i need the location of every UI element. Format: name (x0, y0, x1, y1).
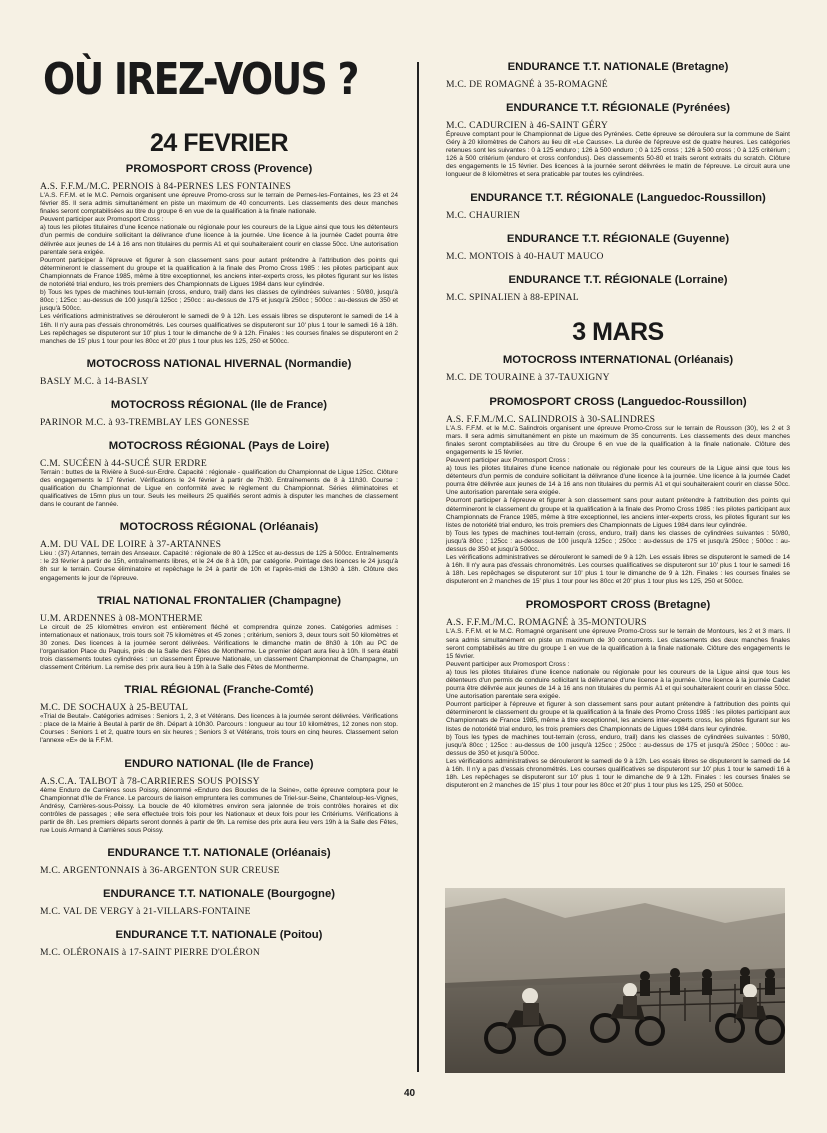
event-heading: ENDURANCE T.T. RÉGIONALE (Lorraine) (508, 273, 728, 286)
club-name: M.C. SPINALIEN à 88-EPINAL (446, 291, 579, 303)
event-heading: ENDURANCE T.T. NATIONALE (Bourgogne) (103, 888, 335, 901)
description-paragraph: Peuvent participer aux Promosport Cross : (446, 456, 570, 464)
club-name: A.S. F.F.M./M.C. PERNOIS à 84-PERNES LES FONTAINES (40, 181, 292, 192)
right-sections-top (446, 60, 790, 303)
event-section (446, 353, 790, 383)
description-paragraph: Terrain : buttes de la Rivière à Sucé-sur-Erdre. Capacité : régionale - qualification du Championnat de Ligue 125cc. Clôture des engagements le 17 février. Vérifications le 24 février à partir de 7h30. Entraînements de 8 à 11h30. Course : qualification du Championnat de Ligue en conformité avec le règlement du Championnat. Séries éliminatoires et qualificatives de 15mn plus un tour. Seuls les meilleurs 25 qualifiés seront admis à disputer les manches de classement dans le courant de l'année. (40, 468, 398, 509)
event-heading: TRIAL NATIONAL FRONTALIER (Champagne) (97, 594, 341, 607)
club-name: A.M. DU VAL DE LOIRE à 37-ARTANNES (40, 539, 222, 551)
event-section (40, 928, 398, 958)
event-description (40, 550, 398, 582)
event-description (40, 624, 398, 673)
club-name: M.C. DE SOCHAUX à 25-BEUTAL (40, 702, 188, 714)
club-name: BASLY M.C. à 14-BASLY (40, 375, 149, 387)
description-paragraph: 4ème Enduro de Carrières sous Poissy, dénommé «Enduro des Boucles de la Seine», cette épreuve comptera pour le Championnat d'Ile de France. Le parcours de liaison empruntera les communes de Triel-sur-Seine, Chanteloup-les-Vignes, Andrésy, Carrières-sous-Poissy. La boucle de 40 kilomètres environ sera jalonnée de trois contrôles horaires et dix contrôles de passages ; elle sera effectuée trois fois pour les Nationaux et deux fois pour les Critériums. Vérifications à partir de 8h. Les premiers départs seront donnés à partir de 9h. La remise des prix aura lieu vers 19h à la Salle des Fêtes, rue Louis Armand à Carrières sous Poissy. (40, 786, 398, 835)
event-heading: MOTOCROSS RÉGIONAL (Ile de France) (110, 398, 328, 411)
motocross-photo (445, 888, 785, 1073)
event-description (40, 469, 398, 509)
event-section (446, 60, 790, 90)
club-name: PARINOR M.C. à 93-TREMBLAY LES GONESSE (40, 416, 250, 428)
club-name: M.C. DE TOURAINE à 37-TAUXIGNY (446, 371, 610, 383)
event-description (446, 628, 790, 790)
description-paragraph: a) tous les pilotes titulaires d'une licence nationale ou régionale pour les coureurs de la Ligue ainsi que tous les détenteurs d'un permis de conduire sollicitant la délivrance d'une licence à la journée. Une licence à la journée Cadet pourra être délivrée aux jeunes de 14 à 16 ans non titulaires du permis A1 et qui souhaiteraient courir en classe 50cc. Une autorisation parentale sera exigée. (446, 465, 790, 497)
event-section (40, 887, 398, 917)
description-paragraph: Peuvent participer aux Promosport Cross : (446, 660, 570, 668)
club-name: M.C. CADURCIEN à 46-SAINT GÉRY (446, 120, 608, 131)
event-description (446, 131, 790, 180)
club-name: A.S.C.A. TALBOT à 78-CARRIERES SOUS POISSY (40, 775, 260, 787)
club-name: M.C. MONTOIS à 40-HAUT MAUCO (446, 250, 604, 262)
event-heading: MOTOCROSS INTERNATIONAL (Orléanais) (502, 353, 734, 366)
event-heading: ENDURANCE T.T. NATIONALE (Poitou) (115, 929, 323, 942)
event-section (446, 273, 790, 303)
description-paragraph: «Trial de Beutal». Catégories admises : Seniors 1, 2, 3 et Vétérans. Des licences à la journée seront délivrées. Vérifications : place de la Mairie à Beutal à partir de 8h. Départ à 10h30. Parcours : longueur au tour 10 kilomètres, 12 zones non stop. Courses : Seniors 1 et 2, quatre tours en six heures ; Seniors 3 et Vétérans, trois tours en cinq heures. Classement selon l'annexe «E» de la F.F.M. (40, 713, 398, 745)
description-paragraph: L'A.S. F.F.M. et le M.C. Romagné organisent une épreuve Promo-Cross sur le terrain de Montours, les 2 et 3 mars. Il sera admis simultanément en piste un maximum de 30 concurrents. Les classements des deux manches finales seront comptabilisés au titre du groupe 1 en vue de la qualification à la finale nationale. Clôture des engagements le 15 février. (446, 628, 790, 660)
right-column (446, 60, 790, 790)
date-heading: 24 FEVRIER (149, 129, 289, 157)
event-heading: PROMOSPORT CROSS (Languedoc-Roussillon) (489, 395, 747, 408)
club-name: C.M. SUCÉEN à 44-SUCÉ SUR ERDRE (40, 457, 207, 469)
description-paragraph: L'A.S. F.F.M. et le M.C. Pernois organisent une épreuve Promo-cross sur le terrain de Pernes-les-Fontaines, les 23 et 24 février 85. Il sera admis simultanément en piste un maximum de 40 concurrents. Les classements des deux manches finales seront comptabilisées au titre du groupe 6 en vue de la qualification à la finale nationale. (40, 192, 398, 216)
description-paragraph: Pourront participer à l'épreuve et figurer à son classement sans pour autant prétendre à l'attribution des points qui détermineront le classement du groupe et la qualification à la finale des Promo Cross 1985 : les pilotes participant aux Championnats de France 1985, même à titre exceptionnel, les anciens inter-experts cross, les pilotes figurant sur les listes de notoriété trial enduro, les trois premiers des Championnats de Ligues 1984 dans leur cylindrée. (40, 256, 398, 289)
event-description (446, 425, 790, 587)
column-divider (417, 62, 419, 1072)
event-description (40, 192, 398, 346)
club-name: A.S. F.F.M./M.C. SALINDROIS à 30-SALINDRES (446, 413, 656, 425)
club-name: M.C. VAL DE VERGY à 21-VILLARS-FONTAINE (40, 906, 251, 918)
event-section (446, 232, 790, 262)
event-section (40, 439, 398, 509)
event-heading: PROMOSPORT CROSS (Bretagne) (525, 599, 711, 612)
event-section (40, 757, 398, 836)
page-title: OÙ IREZ-VOUS ? (43, 54, 358, 105)
description-paragraph: Pourront participer à l'épreuve et figurer à son classement sans pour autant prétendre à l'attribution des points qui détermineront le classement du groupe et la qualification à la finale des Promo Cross 1985 : les pilotes participant aux Championnats de France 1985, même à titre exceptionnel, les anciens inter-experts cross, les pilotes figurant sur les listes de notoriété trial enduro, les trois premiers des Championnats de Ligues 1984 dans leur cylindrée. (446, 701, 790, 733)
description-paragraph: Les vérifications administratives se dérouleront le samedi de 9 à 12h. Les essais libres se disputeront le samedi de 14 à 16h. Il n'y a pas d'essais chronométrés. Les courses qualificatives se disputeront sur 10' plus 1 tour le samedi 16 à 18h. Les repêchages se disputeront sur 10' plus 1 tour le dimanche de 9 à 12h. Finales : les courses finales se disputeront en 2 manches de 15' plus 1 tour pour les 80cc et 20' plus 1 tour plus les 125, 250 et 500cc. (446, 757, 790, 790)
event-section (446, 395, 790, 587)
event-heading: TRIAL RÉGIONAL (Franche-Comté) (124, 684, 314, 697)
description-paragraph: L'A.S. F.F.M. et le M.C. Salindrois organisent une épreuve Promo-Cross sur le terrain de Rousson (30), les 2 et 3 mars. Il sera admis simultanément en piste un maximum de 35 concurrents. Les classements des deux manches finales seront comptabilisées au titre du Groupe 6 en vue de la qualification à la finale nationale. Clôture des engagements le 15 février. (446, 424, 790, 456)
description-paragraph: b) Tous les types de machines tout-terrain (cross, enduro, trail) dans les classes de cylindrées suivantes : 50/80, jusqu'à 80cc ; 125cc : au-dessus de 100 jusqu'à 125cc ; 250cc : au-dessus de 175 et jusqu'à 250cc ; 500cc : au-dessus de 350 et jusqu'à 500cc. (40, 289, 398, 313)
event-section (40, 594, 398, 673)
description-paragraph: a) tous les pilotes titulaires d'une licence nationale ou régionale pour les coureurs de la Ligue ainsi que tous les détenteurs d'un permis de conduire sollicitant la délivrance d'une licence à la journée. Une licence à la journée Cadet pourra être délivrée aux jeunes de 14 à 16 ans non titulaires du permis A1 et qui souhaiteraient courir en classe 50cc. Une autorisation parentale sera exigée. (446, 668, 790, 701)
club-name: M.C. OLÉRONAIS à 17-SAINT PIERRE D'OLÉRON (40, 947, 261, 959)
event-heading: ENDURANCE T.T. NATIONALE (Bretagne) (507, 61, 729, 73)
event-section (40, 357, 398, 387)
event-section (40, 162, 398, 346)
date-heading: 3 MARS (572, 317, 664, 346)
event-heading: ENDURANCE T.T. RÉGIONALE (Pyrénées) (505, 102, 731, 114)
event-heading: ENDURANCE T.T. NATIONALE (Orléanais) (107, 847, 331, 860)
description-paragraph: b) Tous les types de machines tout-terrain (cross, enduro, trail) dans les classes de cylindrées suivantes : 50/80, jusqu'à 80cc ; 125cc : au-dessus de 100 jusqu'à 125cc ; 250cc : au-dessus de 175 et jusqu'à 250cc ; 500cc : au-dessus de 350 et jusqu'à 500cc. (446, 529, 790, 553)
event-section (446, 101, 790, 180)
event-heading: MOTOCROSS RÉGIONAL (Pays de Loire) (108, 439, 330, 452)
description-paragraph: b) Tous les types de machines tout-terrain (cross, enduro, trail) dans les classes de cylindrées suivantes : 50/80, jusqu'à 80cc ; 125cc : au-dessus de 100 jusqu'à 125cc ; 250cc : au-dessus de 175 et jusqu'à 250cc ; 500cc : au-dessus de 350 et jusqu'à 500cc. (446, 733, 790, 757)
description-paragraph: Les vérifications administratives se dérouleront le samedi de 9 à 12h. Les essais libres se disputeront le samedi de 14 à 16h. Il n'y aura pas d'essais chronométrés. Les courses qualificatives se disputeront sur 10' plus 1 tour le samedi 16 à 18h. Les repêchages se disputeront sur 10' plus 1 tour le dimanche de 9 à 12h. Finales : les courses finales se disputeront en 2 manches de 15' plus 1 tour pour les 80cc et 20' plus 1 tour plus les 125, 250 et 500cc. (40, 313, 398, 345)
event-section (40, 683, 398, 745)
description-paragraph: Pourront participer à l'épreuve et figurer à son classement sans pour autant prétendre à l'attribution des points qui détermineront le classement du groupe et la qualification à la finale des Promo Cross 1985 : les pilotes participant aux Championnats de France 1985, même à titre exceptionnel, les anciens inter-experts cross, les pilotes figurant sur les listes de notoriété trial enduro, les trois premiers des Championnats de Ligues 1984 dans leur cylindrée. (446, 497, 790, 529)
event-section (40, 520, 398, 582)
event-heading: MOTOCROSS NATIONAL HIVERNAL (Normandie) (86, 357, 352, 370)
event-heading: PROMOSPORT CROSS (Provence) (125, 163, 313, 175)
club-name: M.C. ARGENTONNAIS à 36-ARGENTON SUR CREUSE (40, 865, 280, 877)
club-name: U.M. ARDENNES à 08-MONTHERME (40, 612, 203, 624)
club-name: A.S. F.F.M./M.C. ROMAGNÉ à 35-MONTOURS (446, 617, 647, 629)
description-paragraph: Les vérifications administratives se dérouleront le samedi de 9 à 12h. Les essais libres se disputeront le samedi de 14 à 16h. Il n'y aura pas d'essais chronométrés. Les courses qualificatives se disputeront sur 10' plus 1 tour le samedi 16 à 18h. Les repêchages se disputeront sur 10' plus 1 tour le dimanche de 9 à 12h. Finales : les courses finales se disputeront en 2 manches de 15' plus 1 tour pour les 80cc et 20' plus 1 tour plus les 125, 250 et 500cc. (446, 554, 790, 586)
event-section (40, 846, 398, 876)
club-name: M.C. DE ROMAGNÉ à 35-ROMAGNÉ (446, 79, 608, 90)
event-section (446, 191, 790, 221)
page-number: 40 (404, 1088, 416, 1099)
event-heading: ENDURANCE T.T. RÉGIONALE (Languedoc-Roussillon) (470, 191, 766, 204)
description-paragraph: a) tous les pilotes titulaires d'une licence nationale ou régionale pour les coureurs de la Ligue ainsi que tous les détenteurs d'un permis de conduire sollicitant la délivrance d'une licence à la journée. Une licence à la journée Cadet pourra être délivrée aux jeunes de 14 à 16 ans non titulaires du permis A1 et qui souhaiteraient courir en classe 50cc. Une autorisation parentale sera exigée. (40, 224, 398, 256)
right-sections-bottom (446, 353, 790, 791)
event-heading: ENDURANCE T.T. RÉGIONALE (Guyenne) (506, 232, 730, 245)
event-heading: ENDURO NATIONAL (Ile de France) (124, 757, 314, 770)
event-description (40, 713, 398, 745)
event-heading: MOTOCROSS RÉGIONAL (Orléanais) (119, 521, 319, 534)
event-description (40, 787, 398, 836)
event-section (446, 598, 790, 790)
description-paragraph: Épreuve comptant pour le Championnat de Ligue des Pyrénées. Cette épreuve se déroulera sur la commune de Saint Géry à 20 kilomètres de Cahors au lieu dit «Le Causse». La durée de l'épreuve est de quatre heures. Les catégories retenues sont les suivantes : 0 à 125 enduro ; 126 à 500 enduro ; 0 à 125 cross ; 126 à 500 cross ; 0 à 125 critérium ; 126 à 500 critérium (enduro et cross confondus). Des classements 50-80 et trails seront extraits du scratch. Clôture des engagements le 15 février. Des licences à la journée seront délivrées le matin de l'épreuve. Le circuit aura une longueur de 8 kilomètres et sera praticable par toutes les cylindrées. (446, 131, 790, 179)
description-paragraph: Lieu : (37) Artannes, terrain des Anseaux. Capacité : régionale de 80 à 125cc et au-dessus de 125 à 500cc. Entraînements : le 23 février à partir de 15h, entraînements libres, et le 24 de 8 à 10h, par catégorie. Pointage des licences le 24 jusqu'à 8h sur le terrain. Course éliminatoire et repêchage le 24 à partir de 10h et l'après-midi de 13h30 à 18h. Clôture des engagements le jour de l'épreuve. (40, 550, 398, 582)
description-paragraph: Le circuit de 25 kilomètres environ est entièrement fléché et comprendra quinze zones. Catégories admises : internationaux et nationaux, trois tours soit 75 kilomètres et 45 zones ; critérium, seniors 3, deux tours soit 50 kilomètres et 30 zones. Des licences à la journée seront délivrées. Vérifications le dimanche matin de 8h30 à 10h au PC de l'organisation Place du Paquis, près de la Salle des Fêtes de Montherme. Le premier départ aura lieu à 10h. Il sera établi trois classements toutes cylindrées : un classement Épreuve Nationale, un classement Championnat de Champagne, un classement Critérium. La remise des prix aura lieu à 19h à la Salle des Fêtes de Montherme. (40, 623, 398, 672)
description-paragraph: Peuvent participer aux Promosport Cross : (40, 216, 164, 224)
left-sections (40, 162, 398, 958)
club-name: M.C. CHAURIEN (446, 209, 521, 221)
event-section (40, 398, 398, 428)
left-column (40, 128, 398, 958)
